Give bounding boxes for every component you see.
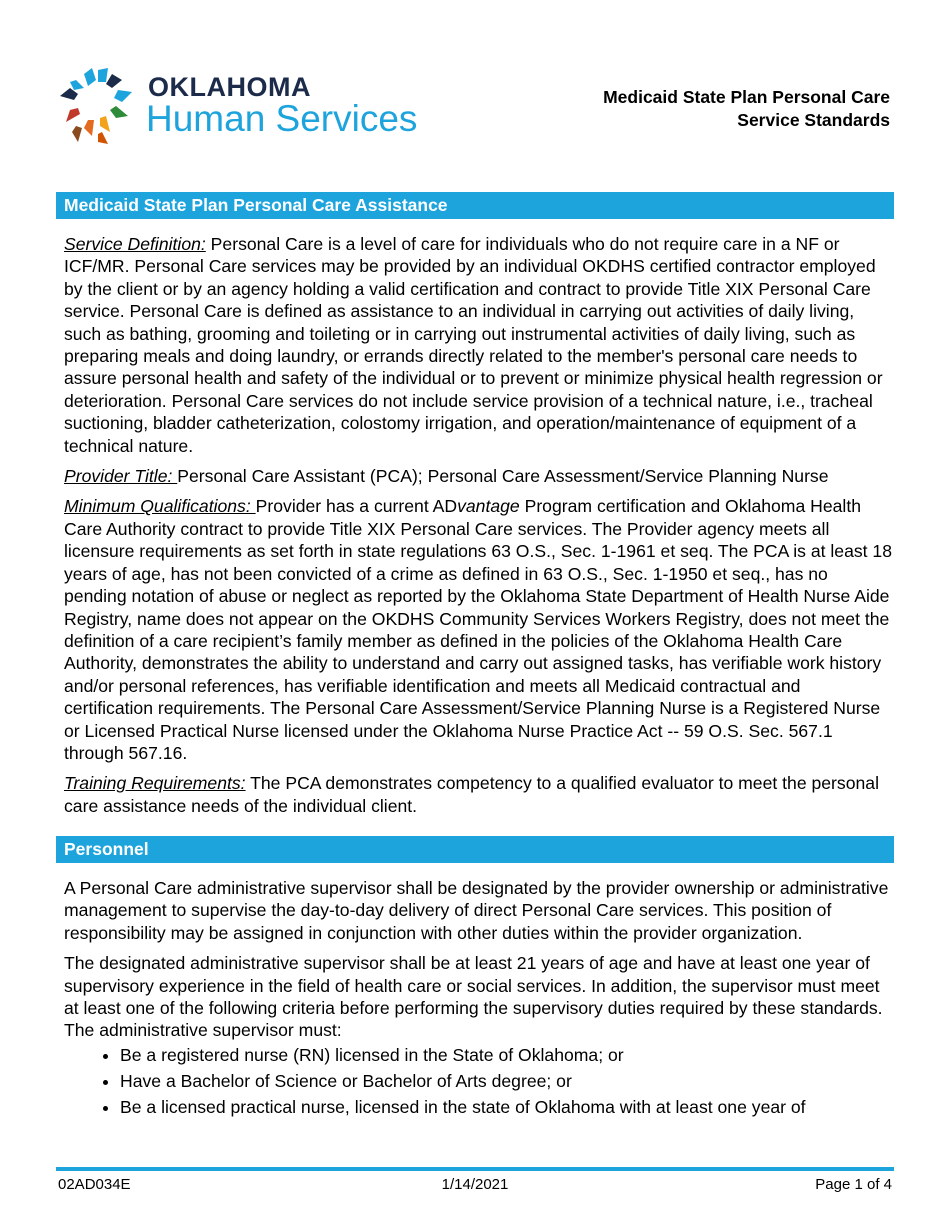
supervisor-criteria-list xyxy=(64,1044,894,1118)
section-personal-care-assistance-body xyxy=(64,233,894,825)
service-definition-text: Personal Care is a level of care for individuals who do not require care in a NF or ICF/MR. Personal Care services may be provided by an individual OKDHS certified contractor employed by the client or by an agency holding a valid certification and contract to provide Title XIX Personal Care service. Personal Care is defined as assistance to an individual in carrying out activities of daily living, such as bathing, grooming and toileting or in carrying out instrumental activities of daily living, such as preparing meals and doing laundry, or errands directly related to the member's personal care needs to assure personal health and safety of the individual or to prevent or minimize physical health regression or deterioration. Personal Care services do not include service provision of a technical nature, i.e., tracheal suctioning, bladder catheterization, colostomy irrigation, and operation/maintenance of equipment of a technical nature. xyxy=(64,234,883,456)
provider-title-paragraph xyxy=(64,465,894,487)
section-heading-personnel: Personnel xyxy=(56,836,894,863)
provider-title-label: Provider Title: xyxy=(64,466,178,487)
section-personnel-body xyxy=(64,877,894,1122)
section-heading-personal-care-assistance: Medicaid State Plan Personal Care Assistance xyxy=(56,192,894,219)
personnel-paragraph-1: A Personal Care administrative supervisor shall be designated by the provider ownership or administrative management to supervise the day-to-day delivery of direct Personal Care services. This position of responsibility may be assigned in conjunction with other duties within the provider organization. xyxy=(64,878,889,943)
logo-line-oklahoma: OKLAHOMA xyxy=(148,72,311,102)
training-requirements-paragraph xyxy=(64,772,894,817)
footer-page-number: Page 1 of 4 xyxy=(815,1176,892,1193)
document-title-line1: Medicaid State Plan Personal Care xyxy=(603,87,890,107)
list-item: • Have a Bachelor of Science or Bachelor of Arts degree; or xyxy=(120,1070,894,1092)
footer-date: 1/14/2021 xyxy=(441,1176,509,1193)
document-title xyxy=(530,86,890,132)
training-requirements-text: The PCA demonstrates competency to a qualified evaluator to meet the personal care assistance needs of the individual client. xyxy=(64,773,879,816)
list-item: • Be a registered nurse (RN) licensed in the State of Oklahoma; or xyxy=(120,1044,894,1066)
minimum-qualifications-text-italic: vantage xyxy=(457,496,520,517)
minimum-qualifications-text-b: Program certification and Oklahoma Health Care Authority contract to provide Title XIX Personal Care services. The Provider agency meets all licensure requirements as set forth in state regulations 63 O.S., Sec. 1-1961 et seq. The PCA is at least 18 years of age, has not been convicted of a crime as defined in 63 O.S., Sec. 1-1950 et seq., has no pending notation of abuse or neglect as reported by the Oklahoma State Department of Health Nurse Aide Registry, name does not appear on the OKDHS Community Services Workers Registry, does not meet the definition of a care recipient’s family member as defined in the policies of the Oklahoma Health Care Authority, demonstrates the ability to understand and carry out assigned tasks, has verifiable work history and/or personal references, has verifiable identification and meets all Medicaid contractual and certification requirements. The Personal Care Assessment/Service Planning Nurse is a Registered Nurse or Licensed Practical Nurse licensed under the Oklahoma Nurse Practice Act -- 59 O.S. Sec. 567.1 through 567.16. xyxy=(64,496,893,763)
list-item: • Be a licensed practical nurse, licensed in the state of Oklahoma with at least one year of xyxy=(120,1096,894,1118)
minimum-qualifications-text-a: Provider has a current AD xyxy=(255,496,458,517)
provider-title-text: Personal Care Assistant (PCA); Personal Care Assessment/Service Planning Nurse xyxy=(177,466,829,487)
training-requirements-label: Training Requirements: xyxy=(64,773,246,794)
personnel-paragraph-2: The designated administrative supervisor shall be at least 21 years of age and have at least one year of supervisory experience in the field of health care or social services. In addition, the supervisor must meet at least one of the following criteria before performing the supervisory duties required by these standards. The administrative supervisor must: xyxy=(64,953,883,1041)
logo-line-human-services: Human Services xyxy=(146,98,418,139)
service-definition-label: Service Definition: xyxy=(64,234,206,254)
footer-form-number: 02AD034E xyxy=(58,1176,131,1193)
minimum-qualifications-label: Minimum Qualifications: xyxy=(64,496,256,517)
service-definition-paragraph xyxy=(64,233,894,457)
okdhs-logo xyxy=(56,66,446,150)
document-title-line2: Service Standards xyxy=(737,110,890,130)
minimum-qualifications-paragraph xyxy=(64,495,894,764)
okdhs-star-logo-icon xyxy=(56,66,136,146)
footer-divider xyxy=(56,1167,894,1171)
